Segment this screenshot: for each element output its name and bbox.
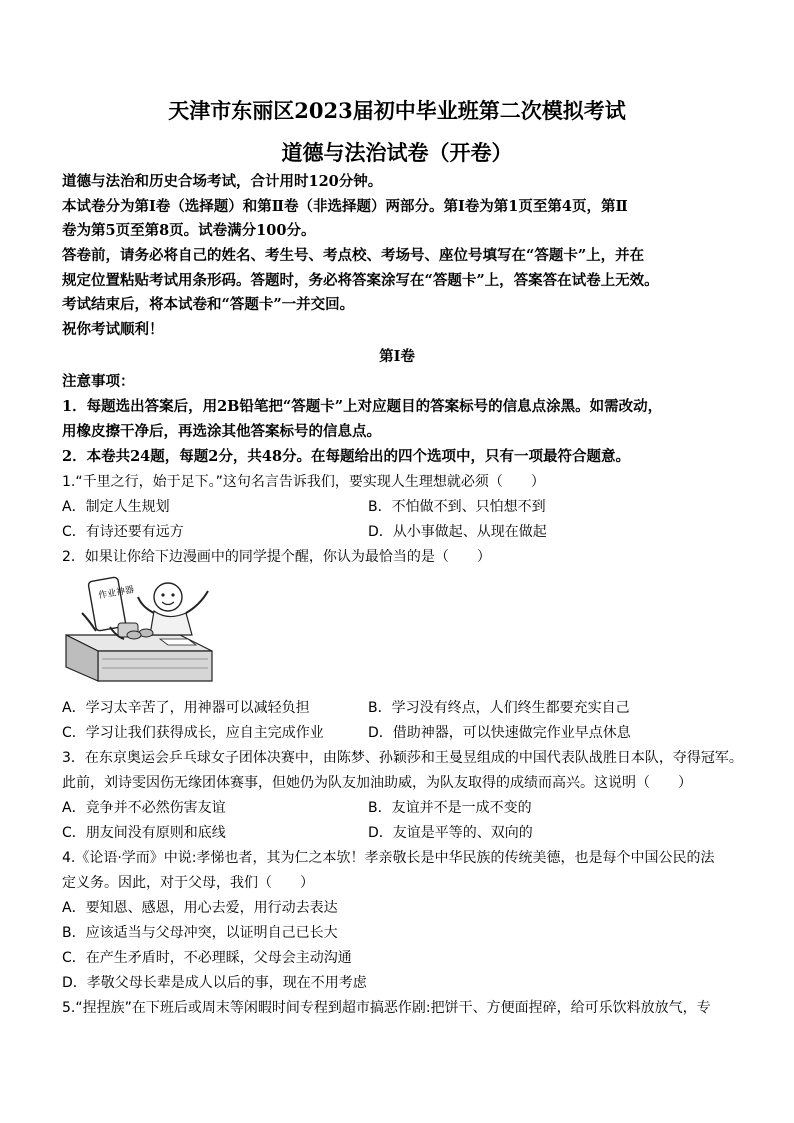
intro-line: 卷为第5页至第8页。试卷满分100分。	[62, 222, 316, 239]
q1-option-c: C．有诗还要有远方	[62, 524, 184, 540]
q3-option-b: B．友谊并不是一成不变的	[368, 800, 532, 816]
q1-option-d: D．从小事做起、从现在做起	[368, 524, 547, 540]
intro-line: 道德与法治和历史合场考试，合计用时120分钟。	[62, 173, 383, 190]
q1-option-b: B．不怕做不到、只怕想不到	[368, 499, 546, 515]
q2-option-c: C．学习让我们获得成长，应自主完成作业	[62, 725, 324, 741]
q4-option-d: D．孝敬父母长辈是成人以后的事，现在不用考虑	[62, 975, 367, 991]
q2-option-a: A．学习太辛苦了，用神器可以减轻负担	[62, 700, 310, 716]
notes-line: 1．每题选出答案后，用2B铅笔把“答题卡”上对应题目的答案标号的信息点涂黑。如需改动，	[62, 398, 663, 415]
question-4-stem: 定义务。因此，对于父母，我们（ ）	[62, 875, 314, 891]
exam-subtitle: 道德与法治试卷（开卷）	[281, 140, 513, 165]
q4-option-a: A．要知恩、感恩，用心去爱，用行动去表达	[62, 900, 338, 916]
question-3-stem: 此前，刘诗雯因伤无缘团体赛事，但她仍为队友加油助威，为队友取得的成绩而高兴。这说明（ ）	[62, 775, 692, 791]
q2-option-d: D．借助神器，可以快速做完作业早点休息	[368, 725, 631, 741]
question-1-stem: 1.“千里之行，始于足下。”这句名言告诉我们，要实现人生理想就必须（ ）	[62, 474, 545, 490]
notes-heading: 注意事项：	[62, 373, 135, 390]
section-title: 第Ⅰ卷	[379, 348, 415, 365]
intro-line: 规定位置粘贴考试用条形码。答题时，务必将答案涂写在“答题卡”上，答案答在试卷上无效。	[62, 272, 659, 289]
question-5-stem: 5.“捏捏族”在下班后或周末等闲暇时间专程到超市搞恶作剧:把饼干、方便面捏碎，给可乐饮料放放气，专	[62, 1000, 711, 1016]
question-2-stem: 2．如果让你给下边漫画中的同学提个醒，你认为最恰当的是（ ）	[62, 549, 491, 565]
q4-option-c: C．在产生矛盾时，不必理睬，父母会主动沟通	[62, 950, 352, 966]
notes-line: 用橡皮擦干净后，再选涂其他答案标号的信息点。	[62, 423, 381, 440]
question-3-stem: 3．在东京奥运会乒乓球女子团体决赛中，由陈梦、孙颖莎和王曼昱组成的中国代表队战胜日本队，夺得冠军。	[62, 750, 743, 766]
notes-line: 2．本卷共24题，每题2分，共48分。在每题给出的四个选项中，只有一项最符合题意。	[62, 448, 631, 465]
q3-option-a: A．竞争并不必然伤害友谊	[62, 800, 226, 816]
intro-line: 考试结束后，将本试卷和“答题卡”一并交回。	[62, 296, 355, 313]
device-label: 作业神器	[97, 585, 135, 602]
question-4-stem: 4.《论语·学而》中说:孝悌也者，其为仁之本欤！孝亲敬长是中华民族的传统美德，也是每个中国公民的法	[62, 850, 715, 866]
q2-option-b: B．学习没有终点，人们终生都要充实自己	[368, 700, 630, 716]
intro-line: 答卷前，请务必将自己的姓名、考生号、考点校、考场号、座位号填写在“答题卡”上，并在	[62, 247, 645, 264]
q3-option-c: C．朋友间没有原则和底线	[62, 825, 226, 841]
q1-option-a: A．制定人生规划	[62, 499, 170, 515]
cartoon-illustration	[62, 573, 222, 685]
intro-line: 本试卷分为第Ⅰ卷（选择题）和第Ⅱ卷（非选择题）两部分。第Ⅰ卷为第1页至第4页，第Ⅱ	[62, 198, 628, 215]
q4-option-b: B．应该适当与父母冲突，以证明自己已长大	[62, 925, 338, 941]
q3-option-d: D．友谊是平等的、双向的	[368, 825, 533, 841]
exam-title: 天津市东丽区2023届初中毕业班第二次模拟考试	[168, 98, 626, 123]
intro-line: 祝你考试顺利！	[62, 321, 164, 338]
